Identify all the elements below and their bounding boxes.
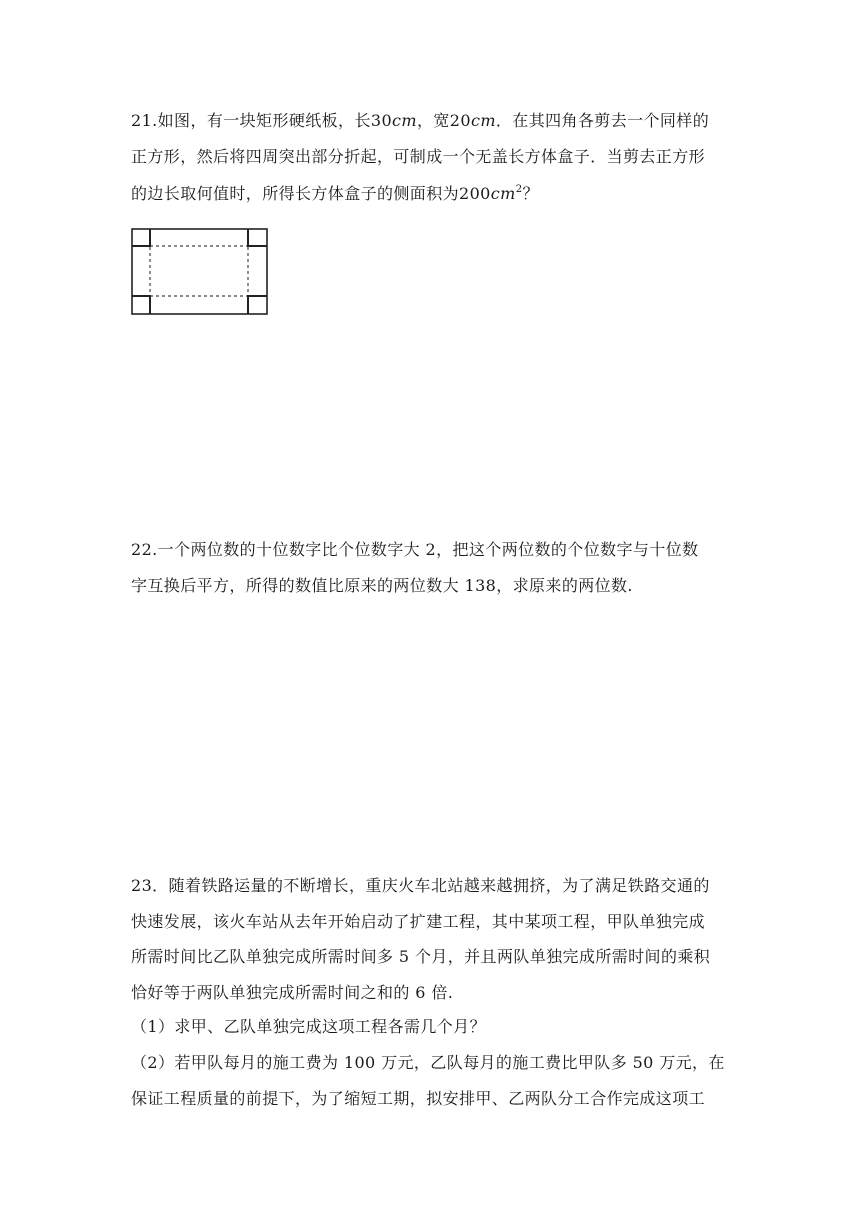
q21-text: 的边长取何值时，所得长方体盒子的侧面积为 bbox=[131, 184, 460, 203]
q23-line-1: 23．随着铁路运量的不断增长，重庆火车北站越来越拥挤，为了满足铁路交通的 bbox=[131, 876, 710, 895]
cardboard-outline bbox=[132, 229, 267, 314]
corner-cut-top-left bbox=[132, 229, 150, 246]
q22-line-1: 22.一个两位数的十位数字比个位数字大 2，把这个两位数的个位数字与十位数 bbox=[131, 540, 699, 559]
q21-width-value: 20 bbox=[449, 111, 471, 130]
q23-line-2: 快速发展，该火车站从去年开始启动了扩建工程，其中某项工程，甲队单独完成 bbox=[131, 912, 706, 931]
q21-length-value: 30 bbox=[370, 111, 393, 130]
q21-line-1 bbox=[131, 110, 731, 132]
corner-cut-bottom-right bbox=[248, 296, 267, 314]
q23-part-1: （1）求甲、乙队单独完成这项工程各需几个月？ bbox=[131, 1017, 486, 1036]
corner-cut-bottom-left bbox=[132, 296, 150, 314]
q21-line-3 bbox=[131, 183, 731, 205]
q21-text: ，宽 bbox=[416, 111, 450, 130]
q23-part-2-line-2: 保证工程质量的前提下，为了缩短工期，拟安排甲、乙两队分工合作完成这项工 bbox=[131, 1089, 706, 1108]
q23-line-4: 恰好等于两队单独完成所需时间之和的 6 倍. bbox=[131, 983, 454, 1002]
q21-area-value: 200 bbox=[459, 184, 491, 203]
q21-text: ．在其四角各剪去一个同样的 bbox=[495, 111, 710, 130]
q21-number: 21. bbox=[131, 111, 158, 130]
q21-text: ？ bbox=[522, 184, 539, 203]
q21-area-unit: cm bbox=[490, 184, 516, 203]
q21-length-unit: cm bbox=[392, 111, 417, 130]
q23-part-2-line-1: （2）若甲队每月的施工费为 100 万元，乙队每月的施工费比甲队多 50 万元，在 bbox=[131, 1053, 725, 1072]
q21-area-exponent: 2 bbox=[515, 184, 523, 195]
q21-width-unit: cm bbox=[470, 111, 496, 130]
q21-text: 如图，有一块矩形硬纸板，长 bbox=[157, 111, 371, 130]
q22-line-2: 字互换后平方，所得的数值比原来的两位数大 138，求原来的两位数. bbox=[131, 576, 633, 595]
corner-cut-top-right bbox=[248, 229, 267, 246]
q23-line-3: 所需时间比乙队单独完成所需时间多 5 个月，并且两队单独完成所需时间的乘积 bbox=[131, 947, 711, 966]
cardboard-diagram bbox=[131, 228, 269, 316]
q21-line-2: 正方形，然后将四周突出部分折起，可制成一个无盖长方体盒子．当剪去正方形 bbox=[131, 147, 706, 166]
